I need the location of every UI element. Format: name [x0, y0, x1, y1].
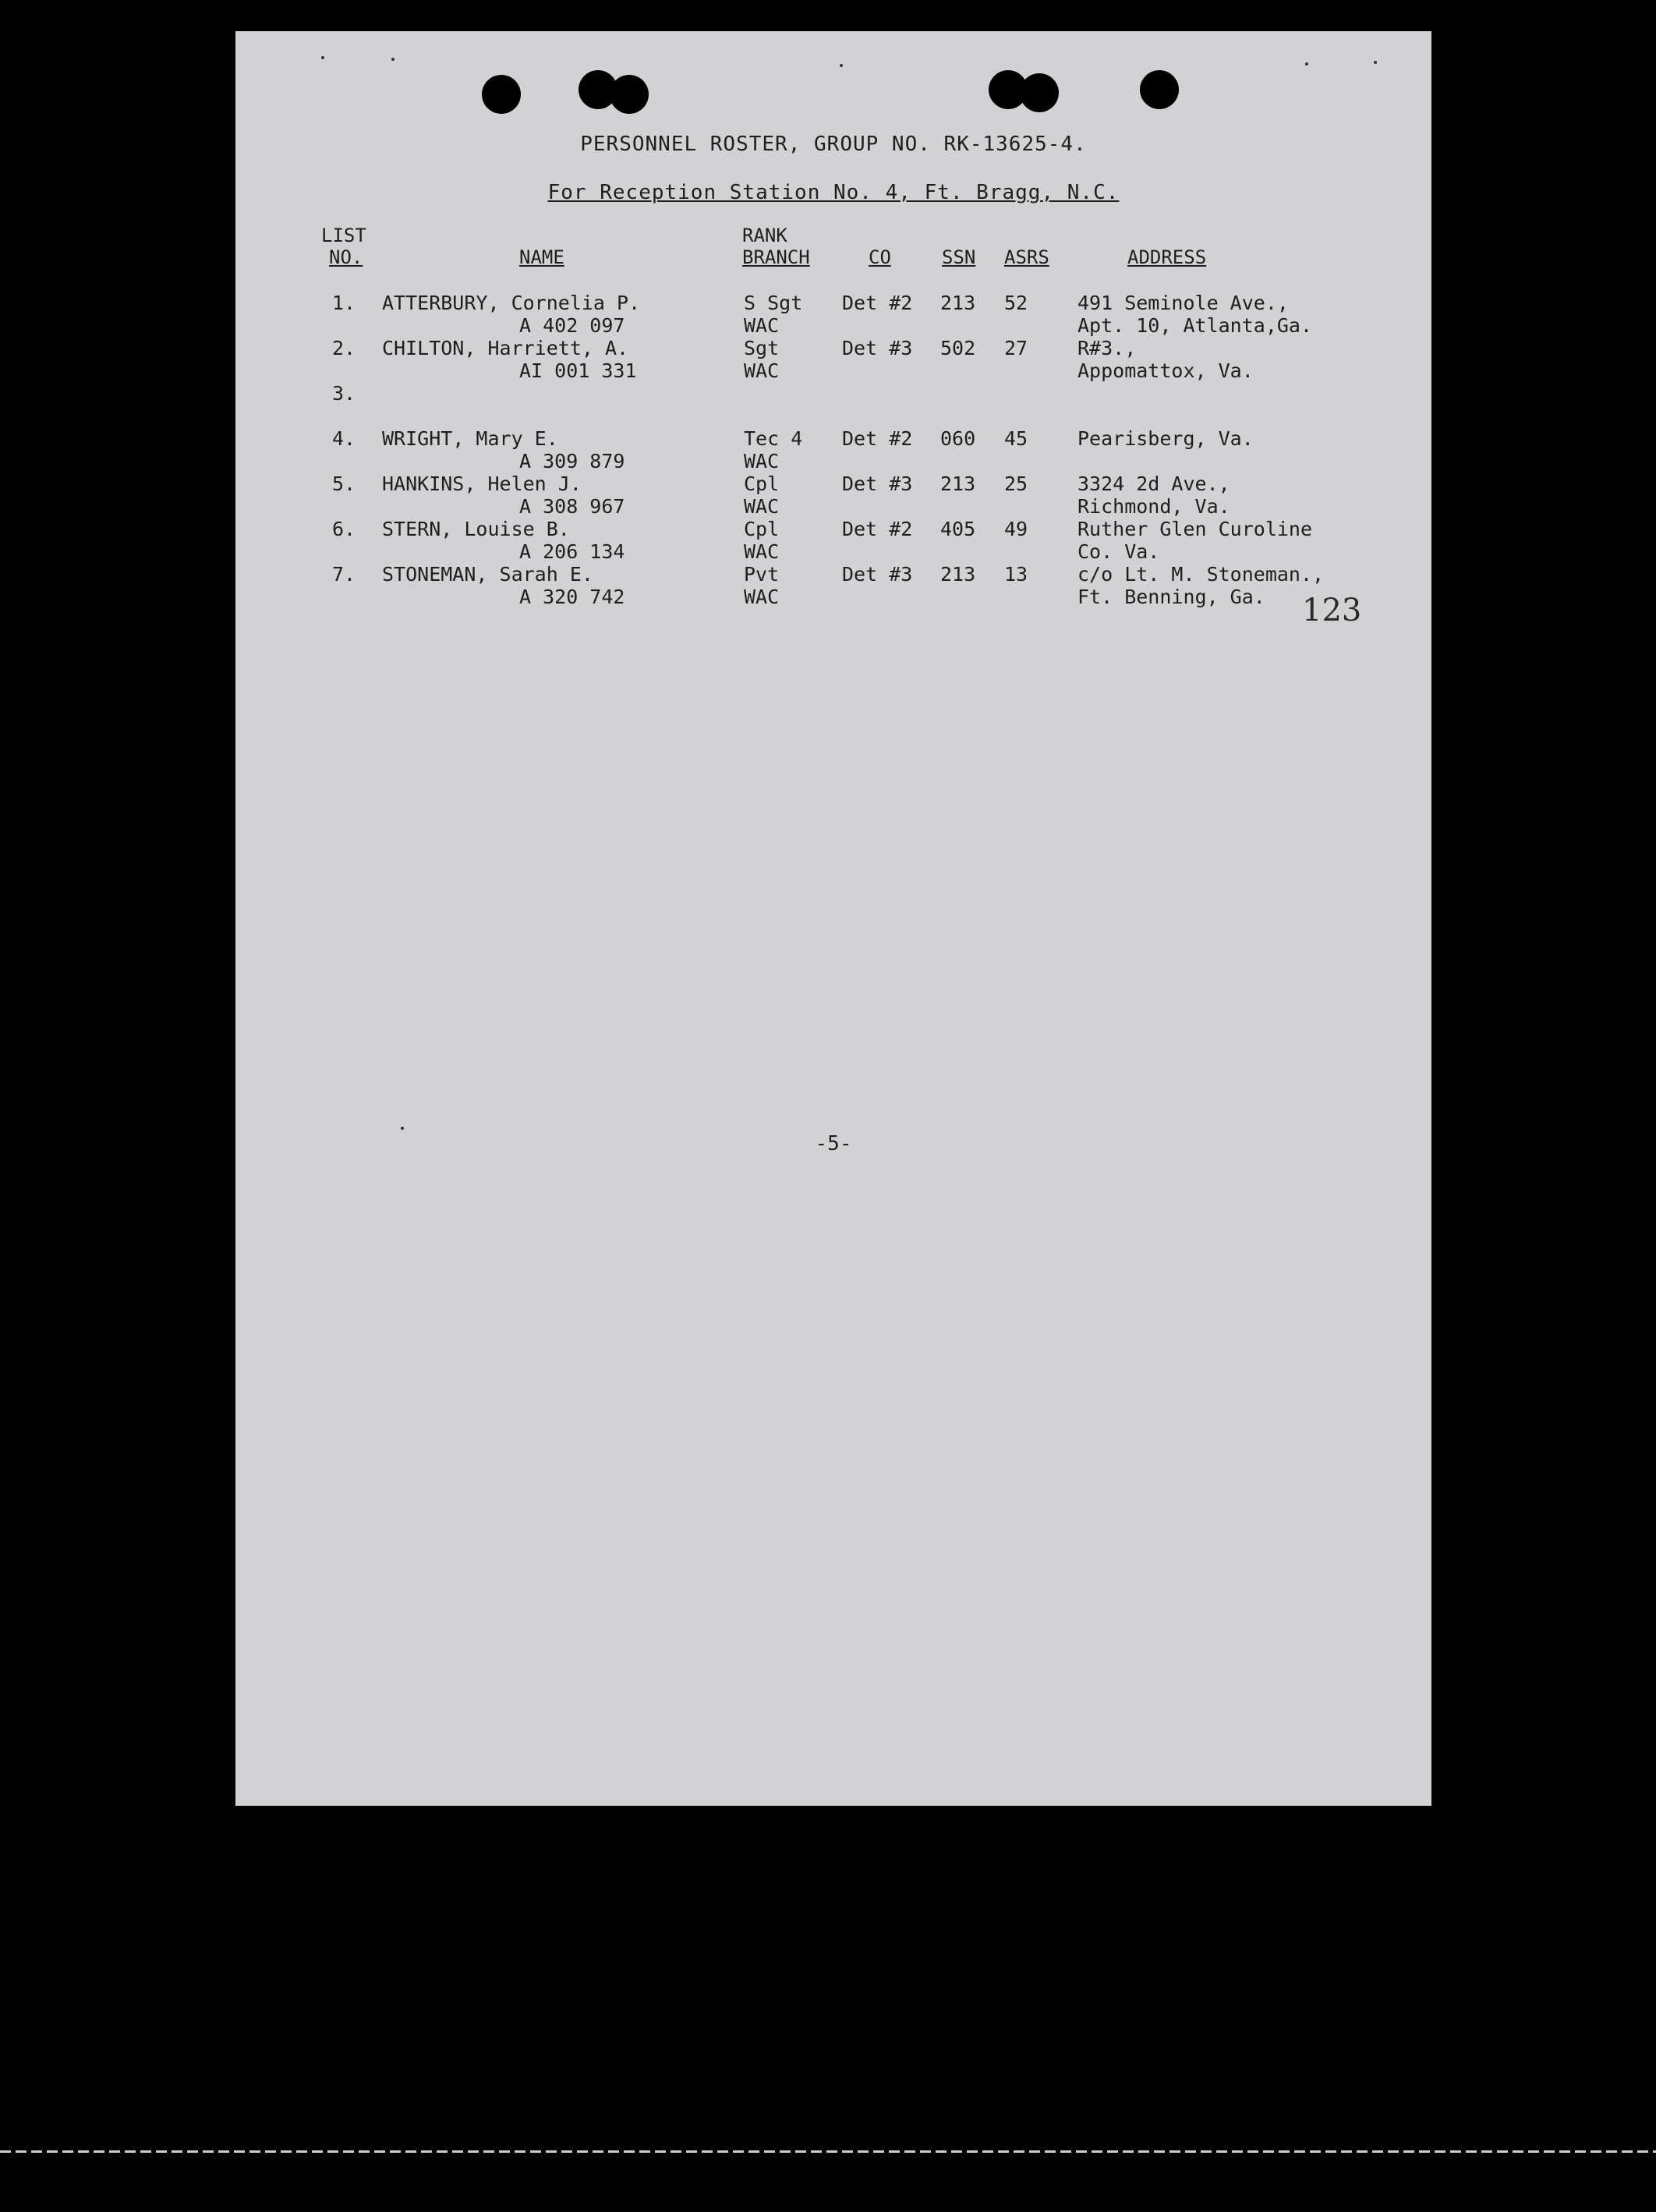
header-rank-label: RANK [742, 225, 787, 246]
row-address-line1: 3324 2d Ave., [1077, 472, 1230, 495]
row-branch: WAC [744, 586, 780, 608]
header-ssn: SSN [942, 246, 976, 268]
roster-row [235, 292, 1431, 337]
header-list-label: LIST [321, 225, 366, 246]
row-co: Det #2 [842, 292, 913, 314]
header-list-no [321, 225, 366, 268]
roster-row [235, 563, 1431, 608]
row-ssn: 405 [940, 518, 976, 540]
row-number: 7. [332, 563, 356, 586]
row-rank: Sgt [744, 337, 780, 359]
row-co: Det #3 [842, 563, 913, 586]
row-name: WRIGHT, Mary E. [382, 427, 558, 450]
page-number: -5- [815, 1132, 852, 1156]
row-branch: WAC [744, 314, 780, 337]
speck [1374, 61, 1377, 64]
row-serial: A 309 879 [519, 450, 625, 472]
row-asrs: 25 [1004, 472, 1028, 495]
speck [1305, 62, 1308, 65]
row-co: Det #2 [842, 427, 913, 450]
row-name: HANKINS, Helen J. [382, 472, 582, 495]
row-branch: WAC [744, 495, 780, 518]
punch-hole [1140, 70, 1179, 109]
row-ssn: 213 [940, 563, 976, 586]
row-address-line1: c/o Lt. M. Stoneman., [1077, 563, 1325, 586]
roster-row-redacted [235, 382, 1431, 427]
roster-row [235, 337, 1431, 382]
row-rank: Pvt [744, 563, 780, 586]
row-ssn: 213 [940, 292, 976, 314]
row-rank: Cpl [744, 518, 780, 540]
row-serial: A 206 134 [519, 540, 625, 563]
roster-row [235, 427, 1431, 472]
row-serial: A 320 742 [519, 586, 625, 608]
punch-hole [1020, 73, 1059, 112]
document-page [235, 31, 1431, 1806]
row-address-line1: R#3., [1077, 337, 1137, 359]
roster-row [235, 472, 1431, 518]
header-name: NAME [519, 246, 564, 268]
row-address-line2: Co. Va. [1077, 540, 1160, 563]
row-name: STONEMAN, Sarah E. [382, 563, 593, 586]
row-asrs: 27 [1004, 337, 1028, 359]
row-rank: Cpl [744, 472, 780, 495]
row-ssn: 502 [940, 337, 976, 359]
row-address-line1: Pearisberg, Va. [1077, 427, 1254, 450]
speck [840, 64, 843, 67]
roster-subtitle: For Reception Station No. 4, Ft. Bragg, N.C. [547, 181, 1120, 204]
row-branch: WAC [744, 359, 780, 382]
row-number: 5. [332, 472, 356, 495]
row-name: CHILTON, Harriett, A. [382, 337, 629, 359]
header-asrs: ASRS [1004, 246, 1049, 268]
speck [321, 56, 324, 59]
row-serial: A 308 967 [519, 495, 625, 518]
row-rank: S Sgt [744, 292, 803, 314]
header-co: CO [869, 246, 891, 268]
row-asrs: 13 [1004, 563, 1028, 586]
speck [391, 58, 395, 61]
row-number: 6. [332, 518, 356, 540]
row-serial: A 402 097 [519, 314, 625, 337]
film-edge-line [0, 2150, 1656, 2153]
row-asrs: 52 [1004, 292, 1028, 314]
row-serial: AI 001 331 [519, 359, 637, 382]
row-number: 3. [332, 382, 356, 405]
row-asrs: 45 [1004, 427, 1028, 450]
row-co: Det #3 [842, 472, 913, 495]
roster-row [235, 518, 1431, 563]
header-no-label: NO. [329, 246, 363, 268]
row-branch: WAC [744, 450, 780, 472]
row-number: 4. [332, 427, 356, 450]
row-name: STERN, Louise B. [382, 518, 570, 540]
row-number: 1. [332, 292, 356, 314]
row-asrs: 49 [1004, 518, 1028, 540]
roster-title: PERSONNEL ROSTER, GROUP NO. RK-13625-4. [580, 133, 1087, 156]
header-branch-label: BRANCH [742, 246, 810, 268]
header-address: ADDRESS [1127, 246, 1207, 268]
row-co: Det #2 [842, 518, 913, 540]
row-address-line2: Apt. 10, Atlanta,Ga. [1077, 314, 1313, 337]
row-rank: Tec 4 [744, 427, 803, 450]
row-name: ATTERBURY, Cornelia P. [382, 292, 641, 314]
row-branch: WAC [744, 540, 780, 563]
row-ssn: 060 [940, 427, 976, 450]
row-address-line1: 491 Seminole Ave., [1077, 292, 1289, 314]
row-address-line1: Ruther Glen Curoline [1077, 518, 1313, 540]
row-number: 2. [332, 337, 356, 359]
punch-hole [482, 75, 521, 114]
row-address-line2: Richmond, Va. [1077, 495, 1230, 518]
speck [401, 1127, 404, 1130]
row-co: Det #3 [842, 337, 913, 359]
row-address-line2: Ft. Benning, Ga. [1077, 586, 1265, 608]
punch-hole [610, 75, 649, 114]
row-ssn: 213 [940, 472, 976, 495]
row-address-line2: Appomattox, Va. [1077, 359, 1254, 382]
stamped-number: 123 [1302, 593, 1362, 628]
header-rank-branch [742, 225, 810, 268]
